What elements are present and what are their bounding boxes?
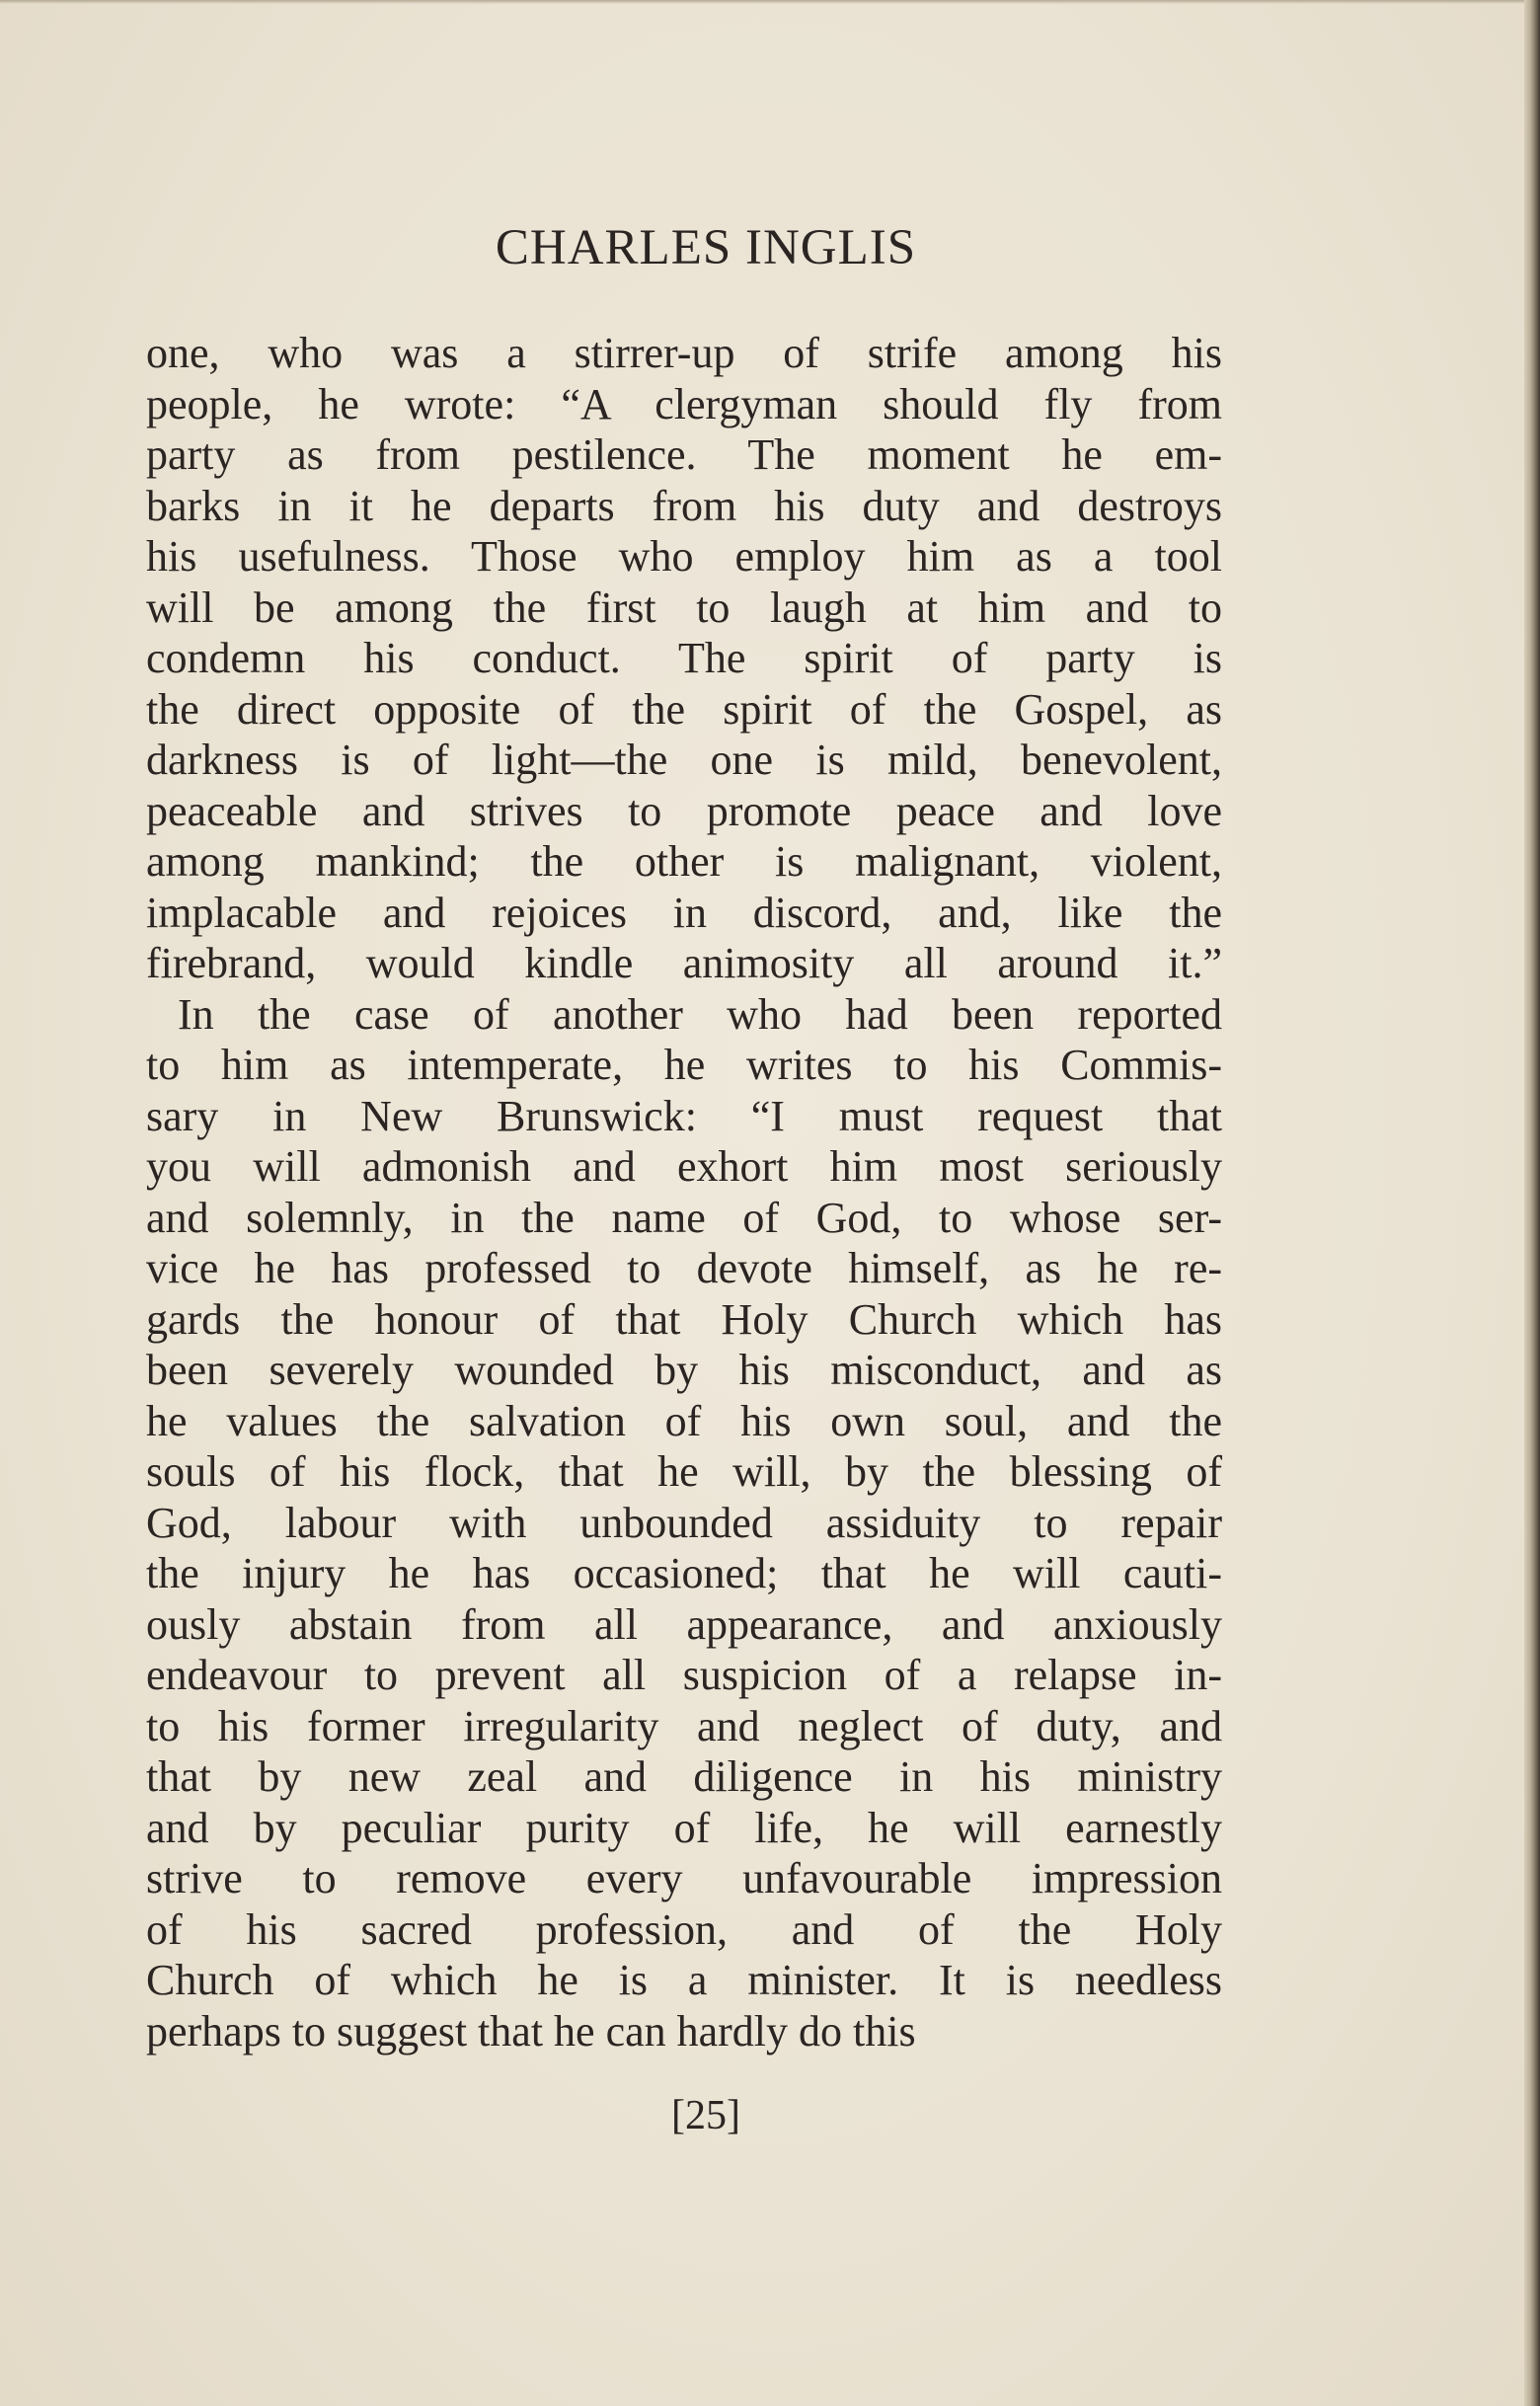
text-line: he values the salvation of his own soul, and the <box>146 1396 1222 1445</box>
text-line: God, labour with unbounded assiduity to repair <box>146 1498 1222 1547</box>
text-line: vice he has professed to devote himself, as he re- <box>146 1244 1222 1292</box>
text-line: among mankind; the other is malignant, violent, <box>146 837 1222 886</box>
page-number: [25] <box>671 2093 740 2138</box>
text-line: will be among the first to laugh at him and to <box>146 582 1222 632</box>
text-line: perhaps to suggest that he can hardly do this <box>146 2006 916 2056</box>
text-line: his usefulness. Those who employ him as a tool <box>146 532 1222 581</box>
text-line: party as from pestilence. The moment he em- <box>146 430 1222 479</box>
text-line: strive to remove every unfavourable impression <box>146 1854 1222 1902</box>
paragraph <box>146 989 1222 2057</box>
text-line: you will admonish and exhort him most seriously <box>146 1142 1222 1191</box>
text-line: of his sacred profession, and of the Holy <box>146 1904 1222 1954</box>
text-line: to him as intemperate, he writes to his Commis- <box>146 1041 1222 1089</box>
text-line: people, he wrote: “A clergyman should fly from <box>146 379 1222 428</box>
text-line: condemn his conduct. The spirit of party is <box>146 634 1222 682</box>
text-line: barks in it he departs from his duty and destroys <box>146 481 1222 530</box>
body-text <box>146 328 1222 2057</box>
text-line: gards the honour of that Holy Church which has <box>146 1294 1222 1344</box>
text-line: implacable and rejoices in discord, and, like the <box>146 888 1222 937</box>
text-line: the direct opposite of the spirit of the Gospel, as <box>146 684 1222 734</box>
text-line: peaceable and strives to promote peace and love <box>146 786 1222 835</box>
text-line: souls of his flock, that he will, by the blessing of <box>146 1447 1222 1496</box>
text-line: endeavour to prevent all suspicion of a relapse in- <box>146 1651 1222 1699</box>
text-line: and solemnly, in the name of God, to whose ser- <box>146 1193 1222 1242</box>
text-line: sary in New Brunswick: “I must request that <box>146 1091 1222 1140</box>
text-line: In the case of another who had been reported <box>178 989 1222 1039</box>
page-top-edge <box>0 0 1540 4</box>
paragraph <box>146 328 1222 989</box>
text-line: been severely wounded by his misconduct, and as <box>146 1346 1222 1394</box>
text-line: ously abstain from all appearance, and anxiously <box>146 1599 1222 1649</box>
running-head: CHARLES INGLIS <box>495 220 917 275</box>
page-right-edge <box>1524 0 1540 2406</box>
text-line: darkness is of light—the one is mild, benevolent, <box>146 736 1222 784</box>
text-line: firebrand, would kindle animosity all around it.” <box>146 939 1222 987</box>
text-line: Church of which he is a minister. It is needless <box>146 1956 1222 2004</box>
text-line: that by new zeal and diligence in his ministry <box>146 1752 1222 1801</box>
text-line: to his former irregularity and neglect of duty, and <box>146 1701 1222 1750</box>
text-line: one, who was a stirrer-up of strife among his <box>146 329 1222 377</box>
text-line: and by peculiar purity of life, he will earnestly <box>146 1803 1222 1852</box>
text-line: the injury he has occasioned; that he will cauti- <box>146 1549 1222 1597</box>
